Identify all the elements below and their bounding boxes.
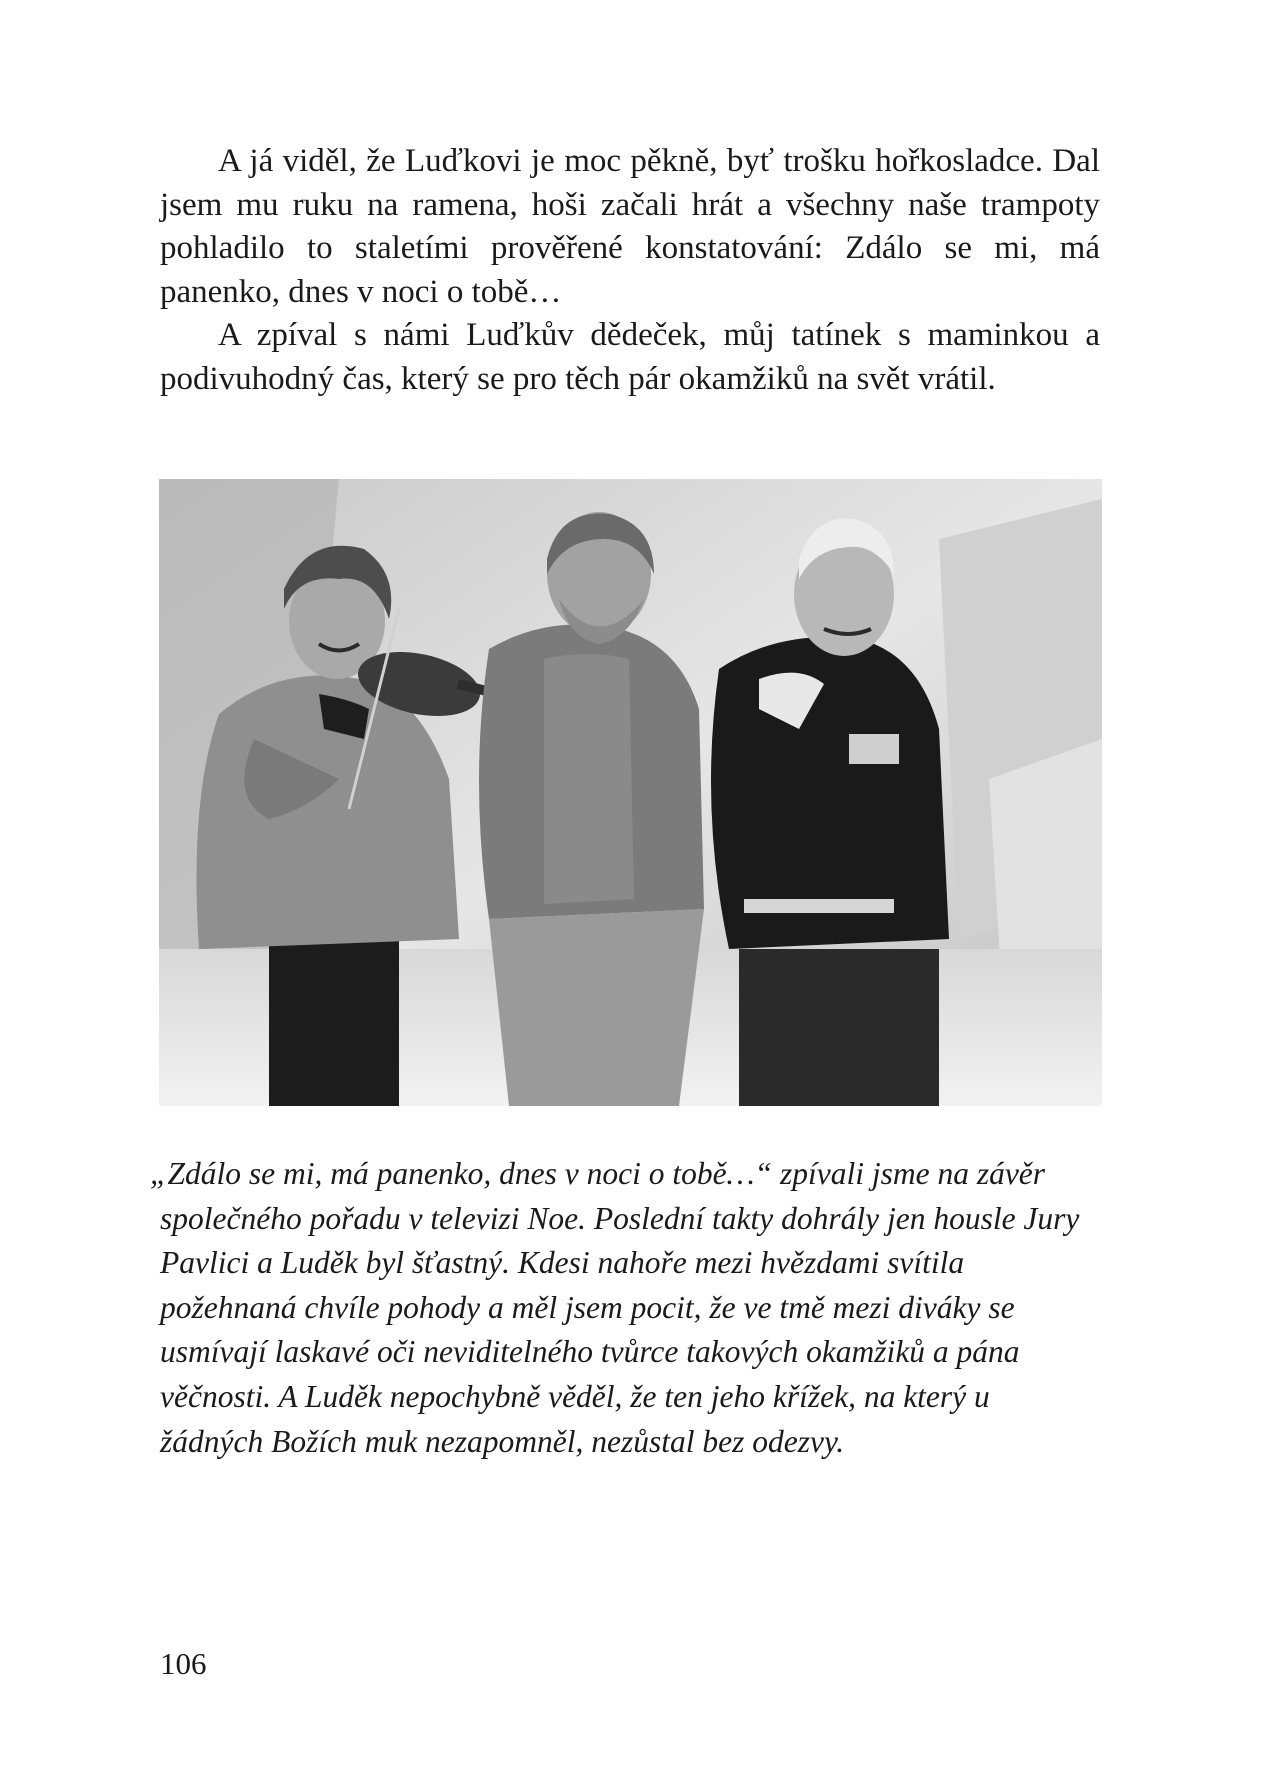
caption-text: „Zdálo se mi, má panenko, dnes v noci o tobě…“ zpívali jsme na závěr společného pořadu v televizi Noe. Poslední takty dohrály jen housle Jury Pavlici a Luděk byl šťastný. Kdesi nahoře mezi hvězdami svítila požehnaná chvíle pohody a měl jsem pocit, že ve tmě mezi diváky se usmívají laskavé oči neviditelného tvůrce takových okamžiků a pána věčnosti. A Luděk nepochybně věděl, že ten jeho křížek, na který u žádných Božích muk nezapomněl, nezůstal bez odezvy. (150, 1156, 1080, 1459)
page-number: 106 (160, 1646, 207, 1681)
paragraph-1: A já viděl, že Luďkovi je moc pěkně, byť trošku hořkosladce. Dal jsem mu ruku na ramena, hoši začali hrát a všechny naše trampoty pohladilo to staletími prověřené konstatování: Zdálo se mi, má panenko, dnes v noci o tobě… (160, 143, 1100, 310)
photo-illustration (159, 479, 1102, 1106)
photo-caption (150, 1152, 1080, 1464)
paragraph-2: A zpíval s námi Luďkův dědeček, můj tatínek s maminkou a podivuhodný čas, který se pro těch pár okamžiků na svět vrátil. (160, 317, 1100, 397)
body-text (160, 140, 1100, 401)
photograph (159, 479, 1102, 1106)
